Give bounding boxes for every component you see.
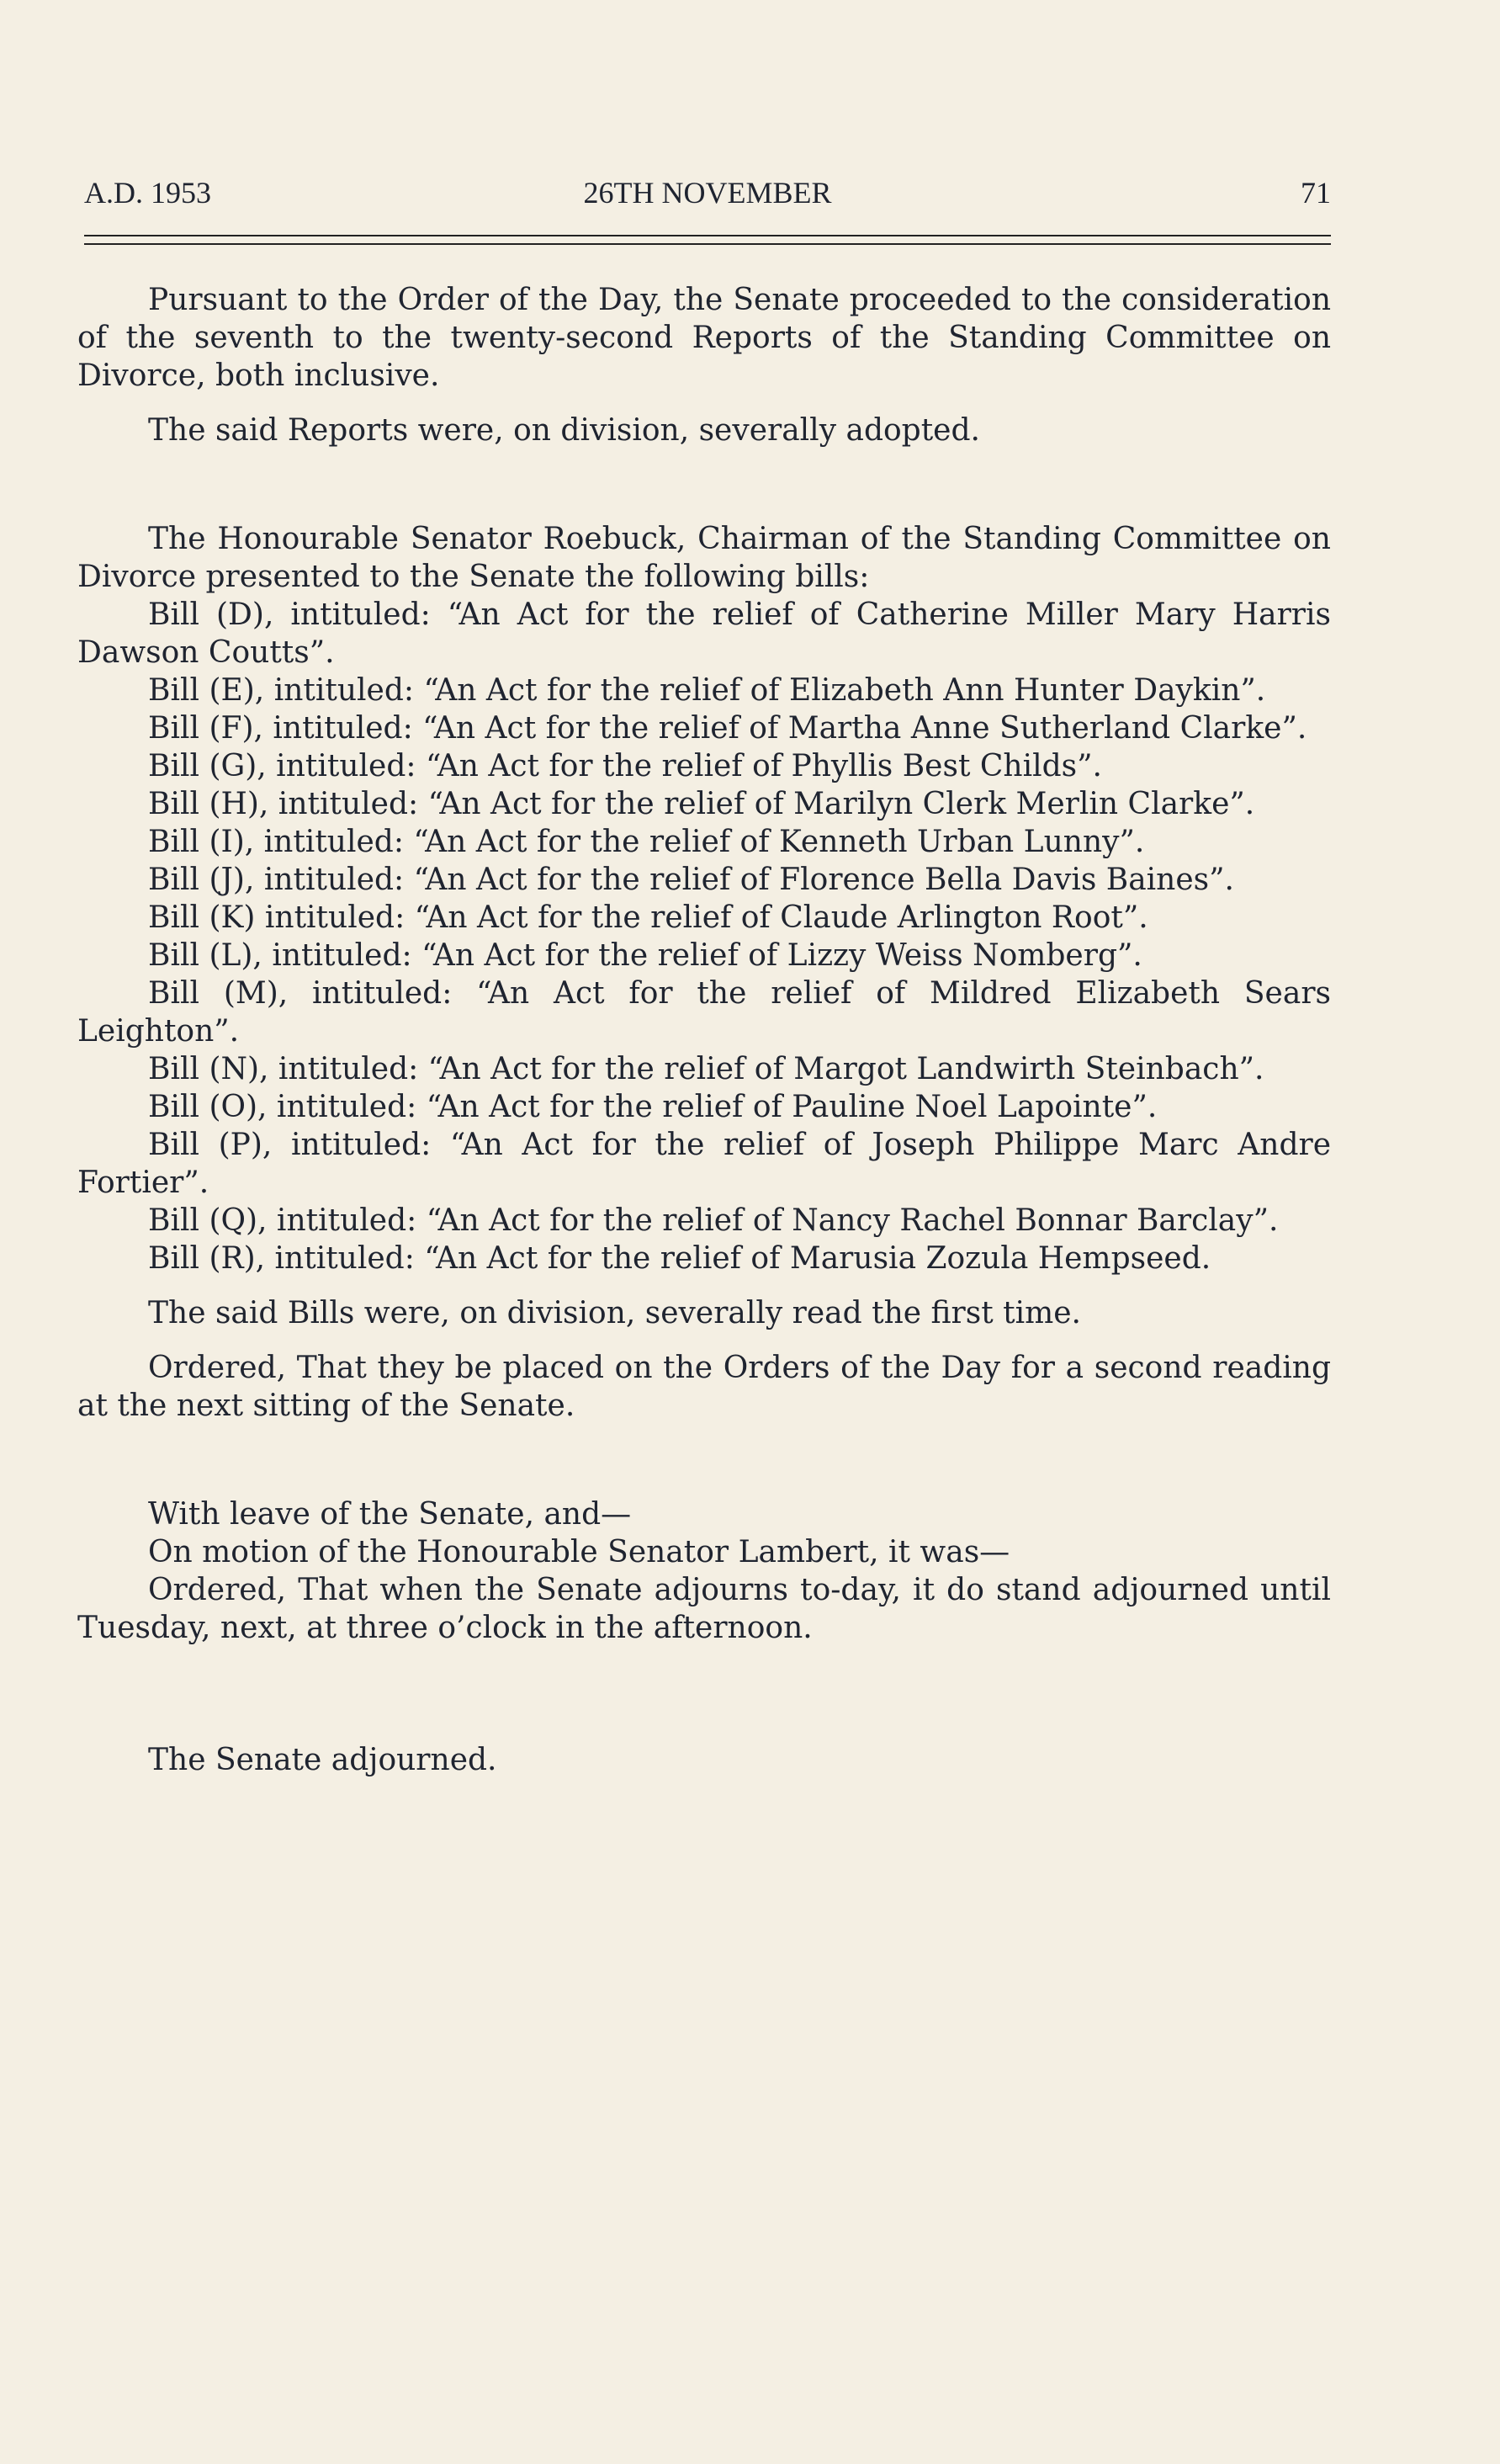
bill-f: Bill (F), intituled: “An Act for the relief of Martha Anne Sutherland Clarke”.	[148, 711, 1307, 746]
bill-r: Bill (R), intituled: “An Act for the relief of Marusia Zozula Hempseed.	[148, 1241, 1211, 1276]
senate-adjourned-line: The Senate adjourned.	[148, 1743, 497, 1777]
header-year: A.D. 1953	[84, 176, 211, 210]
bill-e: Bill (E), intituled: “An Act for the relief of Elizabeth Ann Hunter Daykin”.	[148, 673, 1266, 708]
bill-h: Bill (H), intituled: “An Act for the relief of Marilyn Clerk Merlin Clarke”.	[148, 787, 1255, 821]
reports-adopted-paragraph: The said Reports were, on division, severally adopted.	[148, 413, 980, 448]
bill-o: Bill (O), intituled: “An Act for the relief of Pauline Noel Lapointe”.	[148, 1090, 1158, 1124]
first-reading-paragraph: The said Bills were, on division, severally read the first time.	[148, 1296, 1082, 1330]
bills-list	[77, 596, 1331, 1277]
header-page-number: 71	[1301, 176, 1331, 210]
order-of-day-paragraph: Pursuant to the Order of the Day, the Senate proceeded to the consideration of the seventh to the twenty-second Reports of the Standing Committee on Divorce, both inclusive.	[77, 283, 1331, 393]
header-rule-top	[84, 235, 1331, 236]
header-rule-bottom	[84, 243, 1331, 245]
bill-l: Bill (L), intituled: “An Act for the relief of Lizzy Weiss Nomberg”.	[148, 938, 1142, 973]
leave-line: With leave of the Senate, and—	[148, 1497, 632, 1532]
bill-j: Bill (J), intituled: “An Act for the relief of Florence Bella Davis Baines”.	[148, 863, 1234, 897]
bill-i: Bill (I), intituled: “An Act for the relief of Kenneth Urban Lunny”.	[148, 825, 1145, 859]
bill-m: Bill (M), intituled: “An Act for the relief of Mildred Elizabeth Sears Leighton”.	[77, 976, 1331, 1049]
page-header	[84, 175, 1331, 219]
bill-g: Bill (G), intituled: “An Act for the relief of Phyllis Best Childs”.	[148, 749, 1102, 783]
bill-k: Bill (K) intituled: “An Act for the relief of Claude Arlington Root”.	[148, 900, 1148, 935]
header-date: 26TH NOVEMBER	[583, 176, 832, 210]
adjourn-order-paragraph: Ordered, That when the Senate adjourns to-day, it do stand adjourned until Tuesday, next, at three o’clock in the afternoon.	[77, 1573, 1331, 1645]
bill-p: Bill (P), intituled: “An Act for the relief of Joseph Philippe Marc Andre Fortier”.	[77, 1128, 1331, 1200]
bill-n: Bill (N), intituled: “An Act for the relief of Margot Landwirth Steinbach”.	[148, 1052, 1264, 1086]
roebuck-intro-paragraph: The Honourable Senator Roebuck, Chairman of the Standing Committee on Divorce presented to the Senate the following bills:	[77, 522, 1331, 594]
motion-line: On motion of the Honourable Senator Lambert, it was—	[148, 1535, 1010, 1569]
document-body	[77, 281, 1331, 1779]
bill-q: Bill (Q), intituled: “An Act for the relief of Nancy Rachel Bonnar Barclay”.	[148, 1203, 1279, 1238]
bill-d: Bill (D), intituled: “An Act for the relief of Catherine Miller Mary Harris Dawson Coutts”.	[77, 597, 1331, 670]
second-reading-paragraph: Ordered, That they be placed on the Orders of the Day for a second reading at the next sitting of the Senate.	[77, 1351, 1331, 1423]
